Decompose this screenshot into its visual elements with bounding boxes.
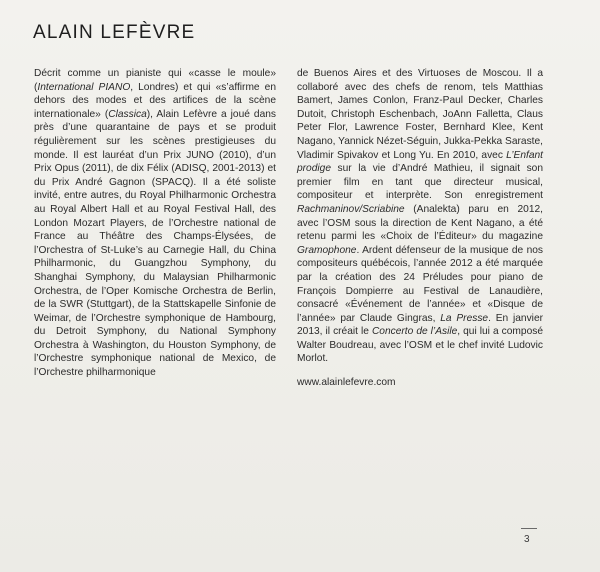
biography-paragraph-left: Décrit comme un pianiste qui «casse le moule» (International PIANO, Londres) et qui «s’affirme en dehors des modes et des artifices de la scène internationale» (Classica), Alain Lefèvre a joué dans près d’une quarantaine de pays et se produit régulièrement sur les scènes prestigieuses du monde. Il est lauréat d’un Prix JUNO (2010), d’un Prix Opus (2011), de dix Félix (ADISQ, 2001-2013) et du Prix André Gagnon (SPACQ). Il a été soliste invité, entre autres, du Royal Philharmonic Orchestra au Royal Albert Hall et au Royal Festival Hall, des London Mozart Players, de l’Orchestre national de France au Théâtre des Champs-Élysées, de l’Orchestra of St-Luke’s au Carnegie Hall, du China Philharmonic, du Guangzhou Symphony, du Shanghai Symphony, du Malaysian Philharmonic Orchestra, de l’Oper Komische Orchestra de Berlin, de la SWR (Stuttgart), de la Stattskapelle Sinfonie de Weimar, de l’Orchestre symphonique de Hambourg, du Detroit Symphony, du National Symphony Orchestra à Washington, du Houston Symphony, de l’Orchestre symphonique national de Mexico, de l’Orchestre philharmonique <box>34 68 277 379</box>
page-number-rule <box>521 528 537 529</box>
biography-paragraph-right: de Buenos Aires et des Virtuoses de Moscou. Il a collaboré avec des chefs de renom, tels Matthias Bamert, James Conlon, Franz-Paul Decker, Charles Dutoit, Christoph Eschenbach, JoAnn Falletta, Claus Peter Flor, Lawrence Foster, Bernhard Klee, Kent Nagano, Yannick Nézet-Séguin, Jukka-Pekka Saraste, Vladimir Spivakov et Long Yu. En 2010, avec L’Enfant prodige sur la vie d’André Mathieu, il signait son premier film en tant que directeur musical, compositeur et interprète. Son enregistrement Rachmaninov/Scriabine (Analekta) paru en 2012, avec l’OSM sous la direction de Kent Nagano, a été retenu parmi les «Choix de l’Éditeur» du magazine Gramophone. Ardent défenseur de la musique de nos compositeurs québécois, l’année 2012 a été marquée par la création des 24 Préludes pour piano de François Dompierre au Festival de Lanaudière, consacré «Événement de l’année» et «Disque de l’année» par Claude Gingras, La Presse. En janvier 2013, il créait le Concerto de l’Asile, qui lui a composé Walter Boudreau, avec l’OSM et le chef invité Ludovic Morlot. <box>297 68 543 365</box>
biography-left-column <box>34 67 276 380</box>
page-number: 3 <box>524 534 530 545</box>
page-title: ALAIN LEFÈVRE <box>33 22 196 43</box>
website-link[interactable]: www.alainlefevre.com <box>297 377 396 389</box>
biography-right-column <box>297 67 543 390</box>
